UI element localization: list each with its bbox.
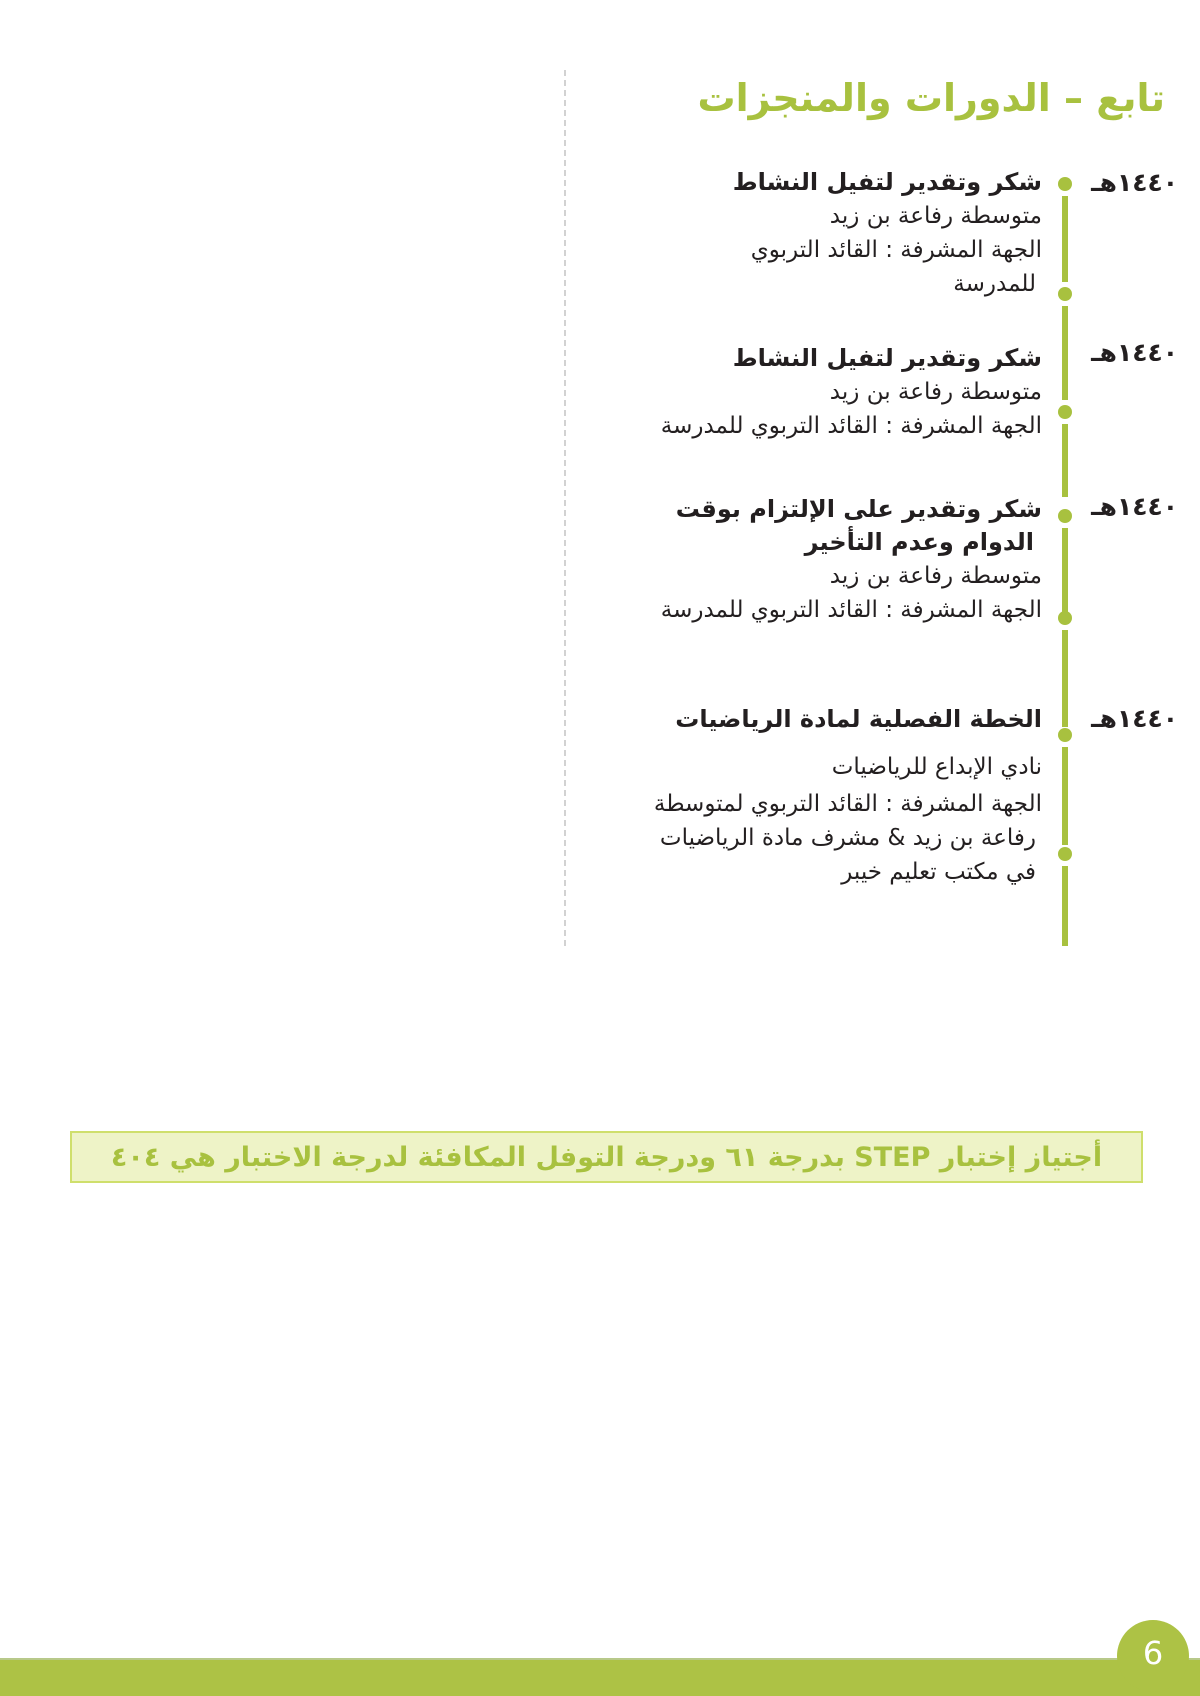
entry-school: متوسطة رفاعة بن زيد [829,563,1042,589]
timeline-segment [1062,747,1068,845]
entry-supervisor: الجهة المشرفة : القائد التربوي [750,237,1042,263]
timeline-dot [1058,287,1072,301]
page-title: تابع – الدورات والمنجزات [697,76,1165,120]
entry-supervisor-office: في مكتب تعليم خيبر [841,859,1036,885]
timeline-segment [1062,528,1068,612]
timeline-segment [1062,424,1068,497]
entry-title-cont: الدوام وعدم التأخير [804,528,1034,556]
entry-title: شكر وتقدير لتفيل النشاط [732,344,1042,372]
timeline-entry [661,342,1042,443]
entry-club: نادي الإبداع للرياضيات [831,754,1042,780]
entry-title: الخطة الفصلية لمادة الرياضيات [675,705,1042,733]
timeline-segment [1062,306,1068,400]
entry-supervisor: الجهة المشرفة : القائد التربوي لمتوسطة [653,791,1042,817]
timeline-segment [1062,630,1068,727]
timeline-segment [1062,866,1068,946]
entry-year: ١٤٤٠هـ [1091,704,1178,733]
banner-text: أجتياز إختبار STEP بدرجة ٦١ ودرجة التوفل المكافئة لدرجة الاختبار هي ٤٠٤ [110,1141,1103,1173]
timeline-dot [1058,728,1072,742]
timeline-dot [1058,847,1072,861]
timeline-segment [1062,196,1068,282]
entry-supervisor-cont: للمدرسة [953,271,1036,297]
column-divider [564,70,566,946]
step-score-banner [70,1131,1143,1183]
timeline-entry [654,703,1042,889]
entry-school: متوسطة رفاعة بن زيد [829,379,1042,405]
entry-title: شكر وتقدير لتفيل النشاط [732,168,1042,196]
entry-title: شكر وتقدير على الإلتزام بوقت [675,495,1042,523]
timeline-dot [1058,611,1072,625]
entry-school: متوسطة رفاعة بن زيد [829,203,1042,229]
entry-supervisor-cont: رفاعة بن زيد & مشرف مادة الرياضيات [659,825,1036,851]
entry-year: ١٤٤٠هـ [1091,338,1178,367]
entry-year: ١٤٤٠هـ [1091,492,1178,521]
timeline-dot [1058,509,1072,523]
entry-supervisor: الجهة المشرفة : القائد التربوي للمدرسة [660,413,1042,439]
timeline-dot [1058,405,1072,419]
page-number-badge [1117,1620,1189,1692]
entry-supervisor: الجهة المشرفة : القائد التربوي للمدرسة [660,597,1042,623]
timeline-entry [661,493,1042,627]
timeline-entry [733,166,1042,301]
timeline-dot [1058,177,1072,191]
page-number: 6 [1142,1634,1164,1672]
entry-year: ١٤٤٠هـ [1091,168,1178,197]
footer-bar [0,1658,1200,1696]
